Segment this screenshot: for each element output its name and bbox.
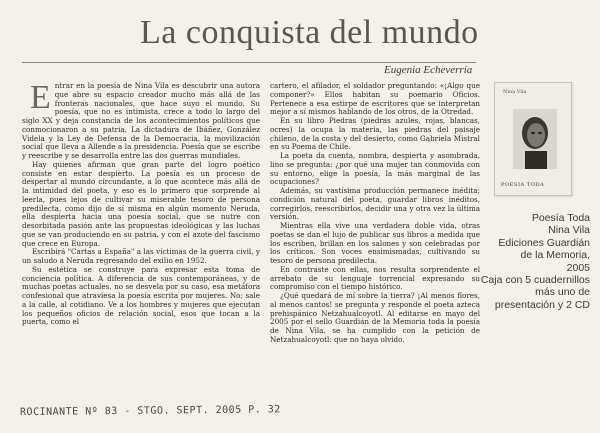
book-caption [470,212,590,311]
article-author: Eugenia Echeverría [384,64,473,76]
caption-line: Poesía Toda [531,212,590,224]
caption-line: Caja con 5 cuadernillos más uno de [480,274,590,299]
author-portrait-icon [513,109,557,169]
drop-cap: E [30,79,51,116]
handwritten-source-note: ROCINANTE Nº 83 - STGO. SEPT. 2005 P. 32 [19,404,281,418]
paragraph-text: ntrar en la poesía de Nina Vila es descubrir una autora que abre su espacio creador mucho más allá de las fronteras nacionales, que hace suyo el mundo. Su poesía, que no es intimista, crece a todo lo largo del siglo XX y deja constancia de los acontecimientos políticos que conmocionaron a su patria. La dictadura de Ibáñez, González Videla y la Ley de Defensa de la Democracia, la movilización social que lleva a Allende a la presidencia. Poesía que se escribe y reescribe y se desarrolla entre las dos guerras mundiales. [22,81,260,160]
paragraph: Hay quienes afirman que gran parte del logro poético consiste en estar despierto. La poesía es un proceso de despertar al mundo circundante, a lo que acontece más allá de la intimidad del poeta, y eso es lo primero que sorprende al leerla, pues lejos de cultivar su miserable tesoro de persona predilecta, como dijo de sí misma en algún momento Neruda, ella despierta hacia una poesía social, que se nutre con desorbitada pasión ante las propuestas ideológicas y las luchas que se van produciendo en su patria, y con el azote del fascismo que crece en Europa. [22,159,260,248]
caption-line: 2005 [566,261,590,274]
paragraph: En contraste con ellas, nos resulta sorprendente el arrebato de su lenguaje torrencial expresando su compromiso con el tiempo histórico. [270,264,480,292]
caption-line: Ediciones Guardián [498,236,590,249]
caption-line: presentación y 2 CD [494,298,590,311]
article-column-2 [270,82,480,345]
paragraph: La poeta da cuenta, nombra, despierta y asombrada, lino se pregunta: ¿por qué una mujer tan conmovida con su entorno, elige la poesía, la más marginal de las ocupaciones? [270,151,480,187]
caption-line: Nina Vila [548,224,590,237]
paragraph [22,79,260,161]
cover-title: POESIA TODA [501,182,545,188]
paragraph: ¿Qué quedará de mí sobre la tierra? ¡Al menos flores, al menos cantos! se pregunta y responde el poeta azteca prehispánico Netzahualcoyotl. Al editarse en mayo del 2005 por el sello Guardián de la Memoria toda la poesía de Nina Vila, se ha cumplido con la petición de Netzahualcoyotl: que no haya olvido. [270,291,480,344]
paragraph: cartero, el afilador, el soldador preguntando: «¡Algo que componer?» Ellos habitan su poemario Oficios. Pertenece a esa estirpe de escritores que se interpretan mejor a sí mismos hablando de los otros, de la Otredad. [270,81,480,117]
paragraph: Su estética se construye para expresar esta toma de conciencia política. A diferencia de sus contemporáneas, y de muchas poetas actuales, no se desvela por su caso, esa metáfora confesional que atraviesa la poesía escrita por mujeres. No; sale a la calle, al cotidiano. Ve a los hombres y mujeres que ejecutan los pequeños oficios de relación social, esos que tocan a la puerta, como el [22,264,260,327]
caption-line: de la Memoria, [520,249,590,262]
article-title: La conquista del mundo [140,14,479,51]
title-rule [22,62,476,63]
paragraph: En su libro Piedras (piedras azules, rojas, blancas, ocres) la ocupa la materia, las piedras del paisaje chileno, de la costa y del desierto, como Gabriela Mistral en su Poema de Chile. [270,116,480,152]
article-column-1 [22,79,260,327]
cover-author: Nina Vila [503,89,527,95]
paragraph: Escribirá "Cartas a España" a las víctimas de la guerra civil, y un saludo a Neruda regresando del exilio en 1952. [22,247,260,265]
paragraph: Además, su vastísima producción permanece inédita; condición natural del poeta, guardar libros inéditos, corregirlos, reescribirlos, decidir una y otra vez la última versión. [270,186,480,222]
book-cover-image [494,82,572,196]
paragraph: Mientras ella vive una verdadera doble vida, otras poetas se dan el lujo de publicar sus libros a medida que los escriben, brillan en los salones y son celebradas por los críticos. Son voces ensimismadas, cultivando su tesoro de persona predilecta. [270,221,480,265]
